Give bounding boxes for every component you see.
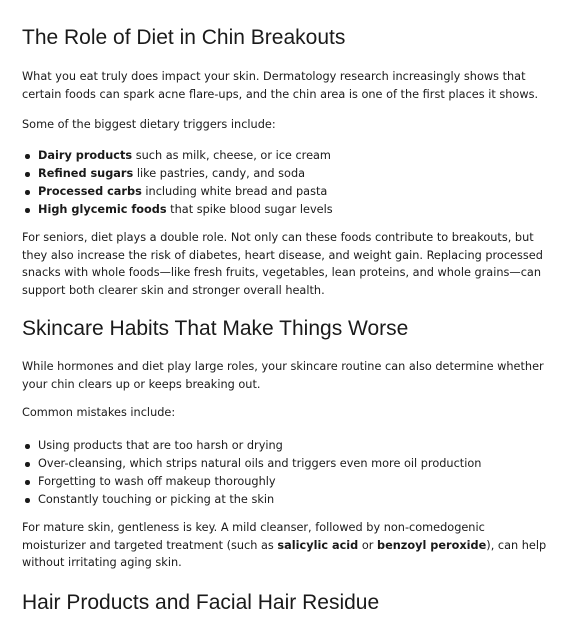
section-heading-diet: The Role of Diet in Chin Breakouts [22, 26, 346, 49]
skincare-closing-paragraph [22, 519, 547, 572]
diet-triggers-lead: Some of the biggest dietary triggers include: [22, 118, 276, 131]
skincare-mistakes-lead: Common mistakes include: [22, 406, 176, 419]
list-item-text: such as milk, cheese, or ice cream [132, 149, 331, 162]
closing-text: or [358, 538, 377, 552]
list-item-text: that spike blood sugar levels [166, 203, 333, 216]
closing-text: For mature skin, gentleness is key. A mild cleanser, followed by non-comedogenic moisturizer and targeted treatment (such as [22, 521, 485, 552]
diet-closing-paragraph: For seniors, diet plays a double role. Not only can these foods contribute to breakouts, but they also increase the risk of diabetes, heart disease, and weight gain. Replacing processed snacks with whole foods—like fresh fruits, vegetables, lean proteins, and whole grains—can support both clearer skin and stronger overall health. [22, 231, 543, 297]
list-item-text: including white bread and pasta [141, 185, 328, 198]
list-item: Over-cleansing, which strips natural oils and triggers even more oil production [38, 455, 563, 473]
skincare-mistakes-list [22, 437, 563, 509]
closing-bold-salicylic: salicylic acid [277, 538, 359, 552]
section-heading-hair-products: Hair Products and Facial Hair Residue [22, 591, 380, 614]
list-item-bold: Dairy products [38, 149, 133, 162]
list-item: Forgetting to wash off makeup thoroughly [38, 473, 563, 491]
list-item [38, 183, 563, 201]
diet-triggers-list [22, 147, 563, 219]
list-item [38, 201, 563, 219]
list-item-text: like pastries, candy, and soda [133, 167, 306, 180]
section-heading-skincare: Skincare Habits That Make Things Worse [22, 317, 409, 340]
diet-intro-paragraph: What you eat truly does impact your skin. Dermatology research increasingly shows that certain foods can spark acne flare-ups, and the chin area is one of the first places it shows. [22, 70, 539, 101]
list-item-bold: High glycemic foods [38, 203, 167, 216]
list-item: Using products that are too harsh or drying [38, 437, 563, 455]
list-item-bold: Processed carbs [38, 185, 142, 198]
list-item [38, 165, 563, 183]
skincare-intro-paragraph: While hormones and diet play large roles, your skincare routine can also determine whether your chin clears up or keeps breaking out. [22, 360, 544, 391]
closing-text: ), can help without irritating aging skin. [22, 538, 547, 569]
list-item: Constantly touching or picking at the skin [38, 491, 563, 509]
list-item-bold: Refined sugars [38, 167, 134, 180]
closing-bold-benzoyl: benzoyl peroxide [376, 538, 487, 552]
list-item [38, 147, 563, 165]
